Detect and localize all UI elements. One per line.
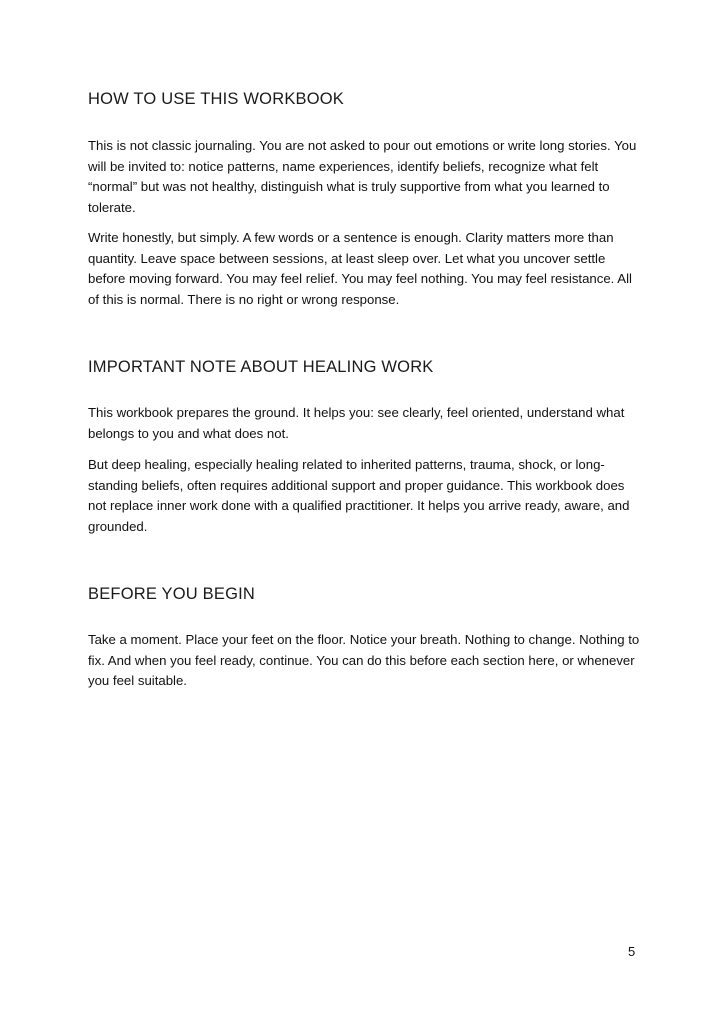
section-title-how-to-use: HOW TO USE THIS WORKBOOK — [88, 90, 344, 108]
section-title-important-note: IMPORTANT NOTE ABOUT HEALING WORK — [88, 358, 434, 376]
section-paragraph: This is not classic journaling. You are not asked to pour out emotions or write long stories. You will be invited to: notice patterns, name experiences, identify beliefs, recognize what felt “normal” but was not healthy, distinguish what is truly supportive from what you learned to tolerate. — [88, 138, 637, 215]
section-paragraph: Write honestly, but simply. A few words or a sentence is enough. Clarity matters more than quantity. Leave space between sessions, at least sleep over. Let what you uncover settle before moving forward. You may feel relief. You may feel nothing. You may feel resistance. All of this is normal. There is no right or wrong response. — [88, 230, 632, 307]
section-title-before-you-begin: BEFORE YOU BEGIN — [88, 585, 256, 603]
section-paragraph: Take a moment. Place your feet on the floor. Notice your breath. Nothing to change. Nothing to fix. And when you feel ready, continue. You can do this before each section here, or whenever you feel suitable. — [88, 632, 640, 689]
page-number: 5 — [628, 944, 636, 959]
section-paragraph: This workbook prepares the ground. It helps you: see clearly, feel oriented, understand what belongs to you and what does not. — [88, 405, 625, 441]
section-paragraph: But deep healing, especially healing related to inherited patterns, trauma, shock, or long-standing beliefs, often requires additional support and proper guidance. This workbook does not replace inner work done with a qualified practitioner. It helps you arrive ready, aware, and grounded. — [88, 457, 630, 534]
